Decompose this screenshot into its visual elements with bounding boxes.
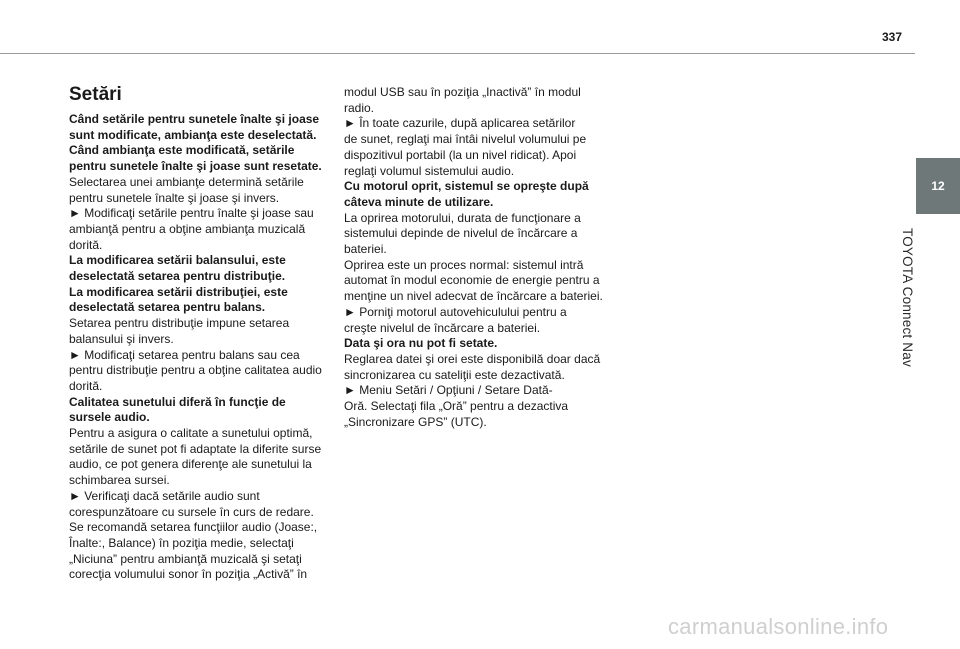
paragraph: Setarea pentru distribuţie impune setarea balansului şi invers. ► Modificaţi setarea pentru balans sau cea pentru distribuţie pentru a obţine calitatea audio dorită. [69,316,322,393]
paragraph: Reglarea datei şi orei este disponibilă doar dacă sincronizarea cu sateliţii este dezactivată. ► Meniu Setări / Opţiuni / Setare Dată- Oră. Selectaţi fila „Oră” pentru a dezactiva „Sincronizare GPS” (UTC). [344,351,601,429]
paragraph: La modificarea setării balansului, este deselectată setarea pentru distribuţie. La modificarea setării distribuţiei, este deselectată setarea pentru balans. [69,253,288,315]
page-number: 337 [881,30,902,44]
paragraph: Data şi ora nu pot fi setate. [344,336,498,351]
paragraph: Cu motorul oprit, sistemul se opreşte după câteva minute de utilizare. [344,179,589,209]
left-column [69,112,331,583]
chapter-tab-number: 12 [931,179,945,193]
paragraph: Calitatea sunetului diferă în funcţie de sursele audio. [69,394,286,425]
chapter-label: TOYOTA Connect Nav [900,228,915,367]
paragraph: Selectarea unei ambianţe determină setările pentru sunetele înalte şi joase şi invers. ► Modificaţi setările pentru înalte şi joase sau ambianţă pentru a obţine ambianţa muzicală dorită. [69,174,314,252]
section-title: Setări [69,84,122,105]
right-column [344,85,606,430]
header-divider [0,53,915,54]
paragraph: Când setările pentru sunetele înalte şi joase sunt modificate, ambianţa este deselectată. Când ambianţa este modificată, setările pentru sunetele înalte şi joase sunt resetate. [69,112,322,174]
paragraph: La oprirea motorului, durata de funcţionare a sistemului depinde de nivelul de încărcare a bateriei. Oprirea este un proces normal: sistemul intră automat în modul economie de energie pentru a menţine un nivel adecvat de încărcare a bateriei. ► Porniţi motorul autovehiculului pentru a creşte nivelul de încărcare a bateriei. [344,210,603,335]
paragraph: modul USB sau în poziţia „Inactivă” în modul radio. ► În toate cazurile, după aplicarea setărilor de sunet, reglaţi mai întâi nivelul volumului pe dispozitivul portabil (la un nivel ridicat). Apoi reglaţi volumul sistemului audio. [344,85,587,178]
paragraph: Pentru a asigura o calitate a sunetului optimă, setările de sunet pot fi adaptate la diferite surse audio, ce pot genera diferenţe ale sunetului la schimbarea sursei. ► Verificaţi dacă setările audio sunt corespunzătoare cu sursele în curs de redare. Se recomandă setarea funcţiilor audio (Joase:, Înalte:, Balance) în poziţia medie, selectaţi „Niciuna” pentru ambianţă muzicală şi setaţi corecţia volumului sonor în poziţia „Activă” în [69,426,322,582]
chapter-tab [916,158,960,214]
watermark: carmanualsonline.info [668,614,889,639]
